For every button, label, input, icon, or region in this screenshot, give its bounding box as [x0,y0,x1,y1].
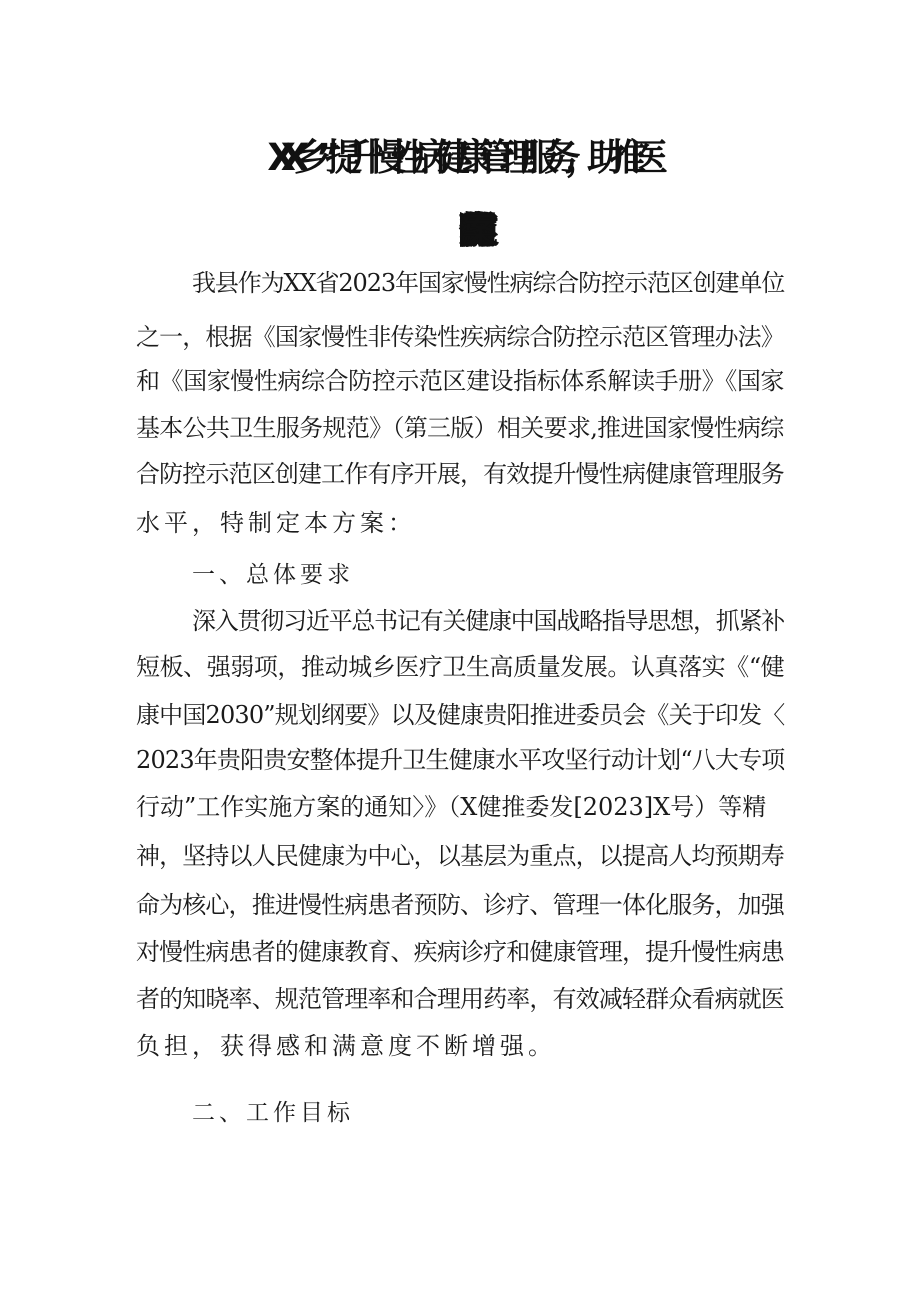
section-1-line-8: 对慢性病患者的健康教育、疾病诊疗和健康管理，提升慢性病患 [136,938,784,966]
intro-line-1: 我县作为XX省2023年国家慢性病综合防控示范区创建单位 [192,269,785,297]
intro-line-3: 和《国家慢性病综合防控示范区建设指标体系解读手册》《国家 [136,367,784,395]
intro-line-5: 合防控示范区创建工作有序开展，有效提升慢性病健康管理服务 [136,460,784,488]
section-1-line-7: 命为核心，推进慢性病患者预防、诊疗、管理一体化服务，加强 [136,891,784,919]
intro-line-6: 水平，特制定本方案： [136,509,416,537]
section-heading-1: 一、总体要求 [192,562,354,588]
section-1-line-1: 深入贯彻习近平总书记有关健康中国战略指导思想，抓紧补 [192,607,785,635]
section-1-line-10: 负担，获得感和满意度不断增强。 [136,1032,556,1060]
intro-line-4: 基本公共卫生服务规范》（第三版）相关要求,推进国家慢性病综 [136,414,784,442]
document-title-line-2: 防融合新机制〃工作实施方案 [457,209,463,252]
section-1-line-4: 2023年贵阳贵安整体提升卫生健康水平攻坚行动计划“八大专项 [136,746,785,774]
section-1-line-9: 者的知晓率、规范管理率和合理用药率，有效减轻群众看病就医 [136,985,784,1013]
section-heading-2: 二、工作目标 [192,1100,354,1126]
section-1-line-3: 康中国2030”规划纲要》以及健康贵阳推进委员会《关于印发〈 [136,701,785,729]
intro-line-2: 之一，根据《国家慢性非传染性疾病综合防控示范区管理办法》 [136,323,784,351]
section-1-line-6: 神，坚持以人民健康为中心，以基层为重点，以提高人均预期寿 [136,842,784,870]
section-1-line-2: 短板、强弱项，推动城乡医疗卫生高质量发展。认真落实《“健 [136,653,785,681]
document-title-line-1: XX乡”提升慢性病健康管理服务，助推医 [267,136,653,179]
section-1-line-5: 行动”工作实施方案的通知〉》（X健推委发[2023]X号）等精 [136,793,767,821]
